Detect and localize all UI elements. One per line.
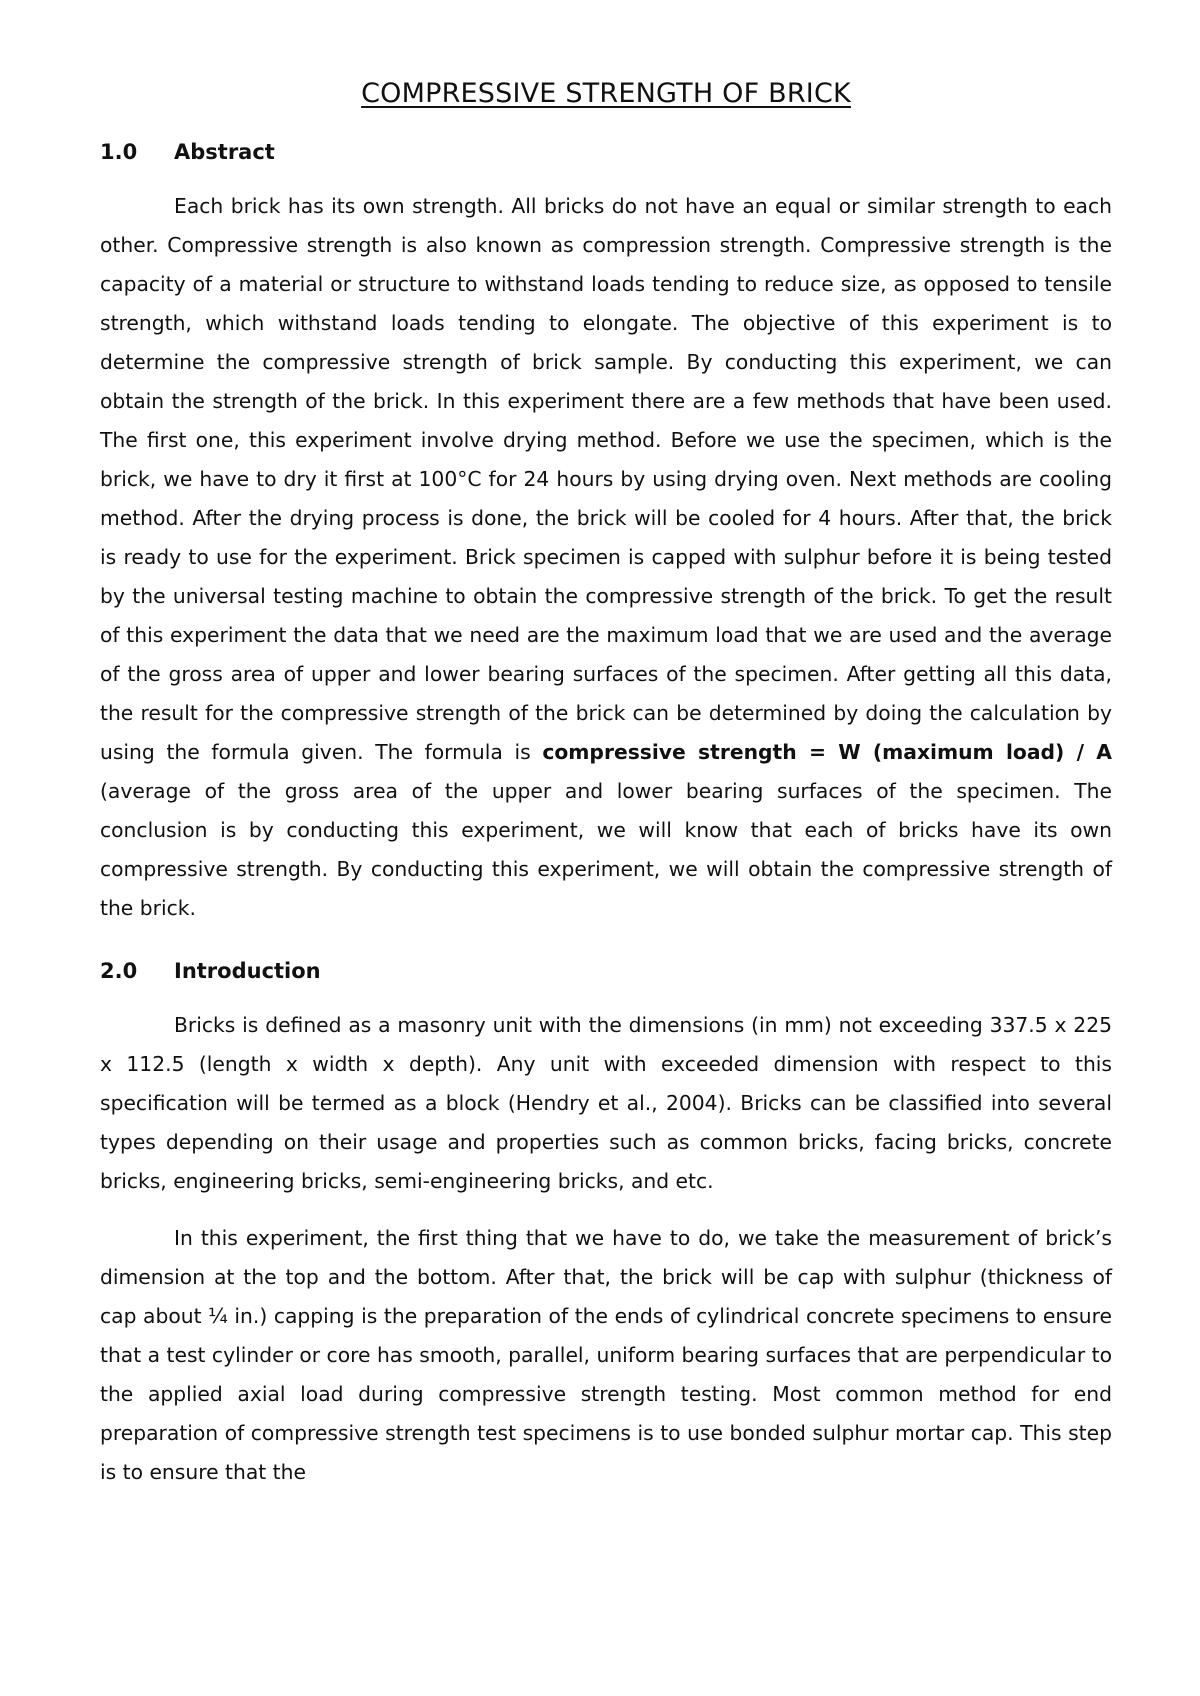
abstract-paragraph [100, 187, 1112, 928]
document-page [100, 78, 1112, 1492]
introduction-paragraph-1: Bricks is defined as a masonry unit with the dimensions (in mm) not exceeding 337.5 x 225 x 112.5 (length x width x depth). Any unit with exceeded dimension with respect to this specification will be termed as a block (Hendry et al., 2004). Bricks can be classified into several types depending on their usage and properties such as common bricks, facing bricks, concrete bricks, engineering bricks, semi-engineering bricks, and etc. [100, 1013, 1112, 1193]
introduction-section-title: Introduction [174, 959, 321, 983]
introduction-paragraph-2: In this experiment, the first thing that we have to do, we take the measurement of brick’s dimension at the top and the bottom. After that, the brick will be cap with sulphur (thickness of cap about ¼ in.) capping is the preparation of the ends of cylindrical concrete specimens to ensure that a test cylinder or core has smooth, parallel, uniform bearing surfaces that are perpendicular to the applied axial load during compressive strength testing. Most common method for end preparation of compressive strength test specimens is to use bonded sulphur mortar cap. This step is to ensure that the [100, 1226, 1112, 1484]
abstract-text-end: (average of the gross area of the upper and lower bearing surfaces of the specimen. The conclusion is by conducting this experiment, we will know that each of bricks have its own compressive strength. By conducting this experiment, we will obtain the compressive strength of the brick. [100, 779, 1112, 920]
abstract-text-start: Each brick has its own strength. All bricks do not have an equal or similar strength to each other. Compressive strength is also known as compression strength. Compressive strength is the capacity of a material or structure to withstand loads tending to reduce size, as opposed to tensile strength, which withstand loads tending to elongate. The objective of this experiment is to determine the compressive strength of brick sample. By conducting this experiment, we can obtain the strength of the brick. In this experiment there are a few methods that have been used. The first one, this experiment involve drying method. Before we use the specimen, which is the brick, we have to dry it first at 100°C for 24 hours by using drying oven. Next methods are cooling method. After the drying process is done, the brick will be cooled for 4 hours. After that, the brick is ready to use for the experiment. Brick specimen is capped with sulphur before it is being tested by the universal testing machine to obtain the compressive strength of the brick. To get the result of this experiment the data that we need are the maximum load that we are used and the average of the gross area of upper and lower bearing surfaces of the specimen. After getting all this data, the result for the compressive strength of the brick can be determined by doing the calculation by using the formula given. The formula is [100, 194, 1112, 764]
abstract-section-number: 1.0 [100, 140, 138, 164]
formula-text: compressive strength = W (maximum load) / A [542, 740, 1112, 764]
introduction-section-number: 2.0 [100, 959, 138, 983]
document-title: COMPRESSIVE STRENGTH OF BRICK [361, 78, 851, 109]
introduction-heading [100, 956, 1112, 986]
abstract-section-title: Abstract [174, 140, 275, 164]
abstract-heading [100, 137, 1112, 167]
